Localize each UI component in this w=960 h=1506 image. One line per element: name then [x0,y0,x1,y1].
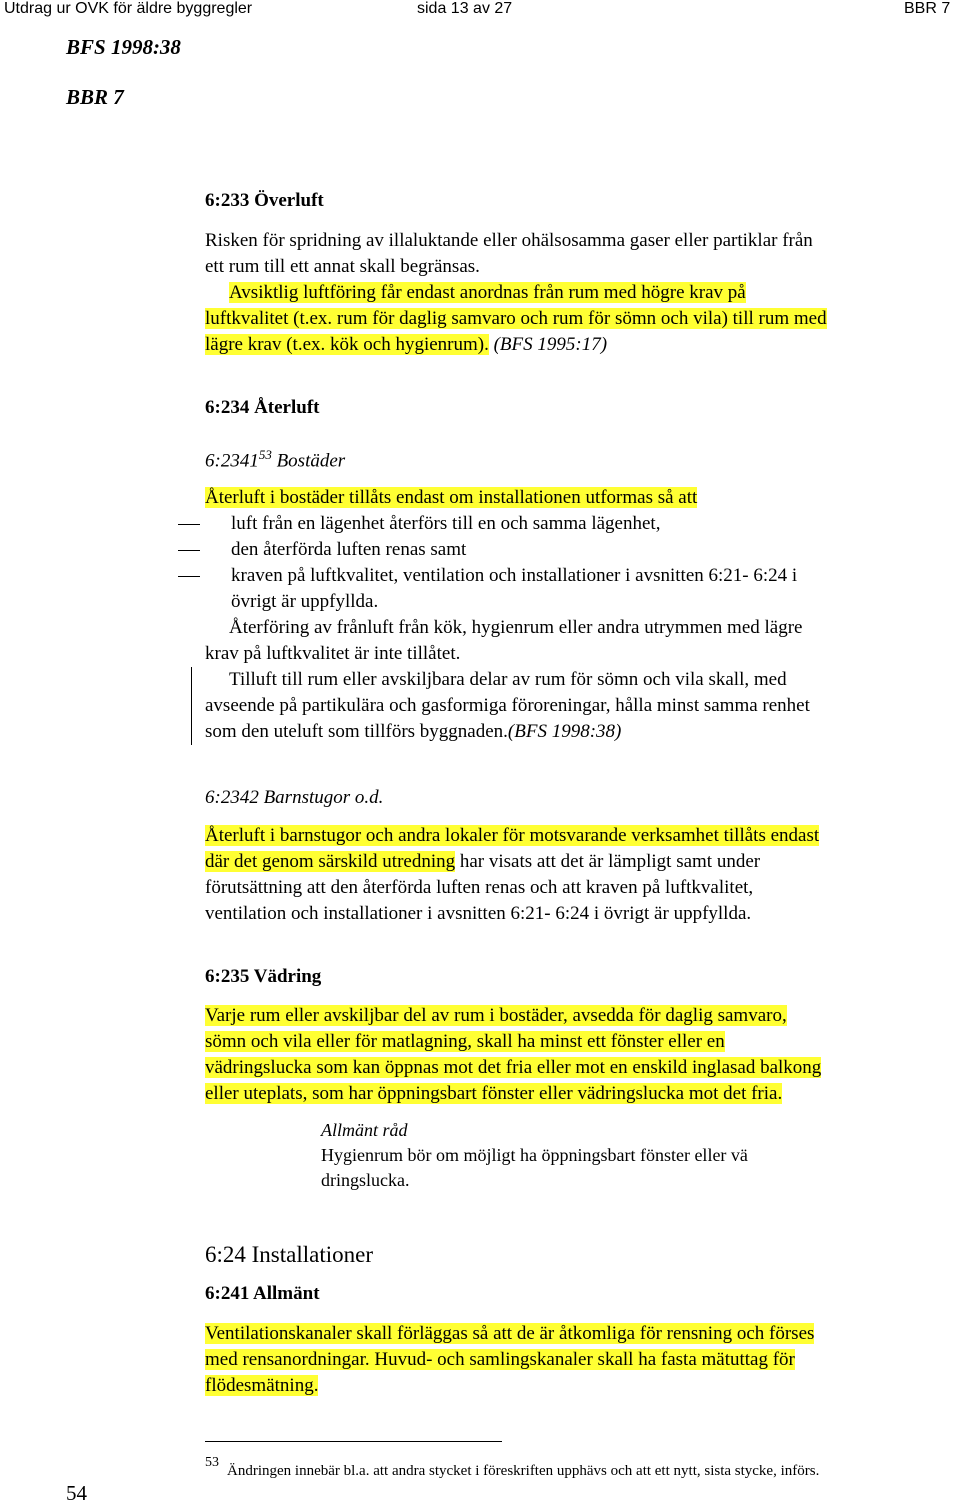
change-bar [191,667,192,745]
header-section: BBR 7 [904,0,951,17]
heading-number: 6:2341 [205,450,259,472]
paragraph-line: ventilation och installationer i avsnitten 6:21- 6:24 i övrigt är uppfyllda. [205,903,752,924]
paragraph-line: Återföring av frånluft från kök, hygienrum eller andra utrymmen med lägre [229,617,803,638]
paragraph-text: som den uteluft som tillförs byggnaden. [205,721,508,742]
list-dash [178,550,200,551]
footnote-number: 53 [205,1455,219,1470]
intro-line [205,485,950,511]
highlighted-text: eller uteplats, som har öppningsbart fönster eller vädringslucka mot det fria. [205,1083,783,1104]
advice-text: dringslucka. [321,1170,410,1190]
heading-6241: 6:241 Allmänt [205,1283,320,1304]
highlighted-text: Återluft i bostäder tillåts endast om installationen utformas så att [205,487,698,508]
section-6241-text [205,1321,950,1399]
amendment-reference: (BFS 1995:17) [488,334,608,355]
heading-6234: 6:234 Återluft [205,397,320,418]
paragraph-text: har visats att det är lämpligt samt under [455,851,761,872]
heading-624: 6:24 Installationer [205,1242,373,1267]
highlighted-text: där det genom särskild utredning [205,851,456,872]
page-number: 54 [66,1481,87,1505]
section-62341-paragraphs [205,615,950,745]
heading-62342: 6:2342 Barnstugor o.d. [205,787,384,808]
list-item: den återförda luften renas samt [231,539,467,560]
highlighted-text: sömn och vila eller för matlagning, skall ha minst ett fönster eller en [205,1031,725,1052]
section-6233-text [205,228,950,358]
highlighted-text: vädringslucka som kan öppnas mot det fria eller mot en enskild inglasad balkong [205,1057,822,1078]
list-item: luft från en lägenhet återförs till en och samma lägenhet, [231,513,661,534]
highlighted-text: lägre krav (t.ex. kök och hygienrum). [205,334,489,355]
heading-label: Bostäder [271,450,346,472]
bbr-reference: BBR 7 [66,85,124,109]
paragraph-line: Tilluft till rum eller avskiljbara delar av rum för sömn och vila skall, med [229,669,787,690]
header-page-indicator: sida 13 av 27 [417,0,513,17]
heading-62341 [205,447,345,472]
paragraph-line: avseende på partikulära och gasformiga föroreningar, hålla minst samma renhet [205,695,810,716]
list-item-continued: övrigt är uppfyllda. [231,591,379,612]
highlighted-text: Avsiktlig luftföring får endast anordnas från rum med högre krav på [229,282,746,303]
advice-text: Hygienrum bör om möjligt ha öppningsbart fönster eller vä [321,1145,748,1165]
footnote-marker: 53 [258,447,272,462]
paragraph-line: Risken för spridning av illaluktande eller ohälsosamma gaser eller partiklar från [205,230,813,251]
section-6235-text [205,1003,950,1107]
heading-6233: 6:233 Överluft [205,190,324,211]
highlighted-text: med rensanordningar. Huvud- och samlingskanaler skall ha fasta mätuttag för [205,1349,795,1370]
footnote-text: Ändringen innebär bl.a. att andra stycket i föreskriften upphävs och att ett nytt, sista stycke, införs. [227,1463,820,1479]
list-dash [178,524,200,525]
paragraph-line: ett rum till ett annat skall begränsas. [205,256,480,277]
highlighted-text: Ventilationskanaler skall förläggas så att de är åtkomliga för rensning och förses [205,1323,815,1344]
bfs-reference: BFS 1998:38 [66,35,181,59]
amendment-reference: (BFS 1998:38) [507,721,622,742]
highlighted-text: Varje rum eller avskiljbar del av rum i bostäder, avsedda för daglig samvaro, [205,1005,787,1026]
footnote-separator [205,1441,502,1442]
list-dash [178,576,200,577]
section-62342-text [205,823,950,927]
highlighted-text: luftkvalitet (t.ex. rum för daglig samvaro och rum för sömn och vila) till rum med [205,308,827,329]
paragraph-line: förutsättning att den återförda luften renas och att kraven på luftkvalitet, [205,877,754,898]
highlighted-text: Återluft i barnstugor och andra lokaler för motsvarande verksamhet tillåts endast [205,825,820,846]
list-item: kraven på luftkvalitet, ventilation och installationer i avsnitten 6:21- 6:24 i [231,565,798,586]
advice-title: Allmänt råd [321,1120,408,1140]
highlighted-text: flödesmätning. [205,1375,319,1396]
paragraph-line: krav på luftkvalitet är inte tillåtet. [205,643,461,664]
heading-6235: 6:235 Vädring [205,966,322,987]
header-document-title: Utdrag ur OVK för äldre byggregler [4,0,253,17]
